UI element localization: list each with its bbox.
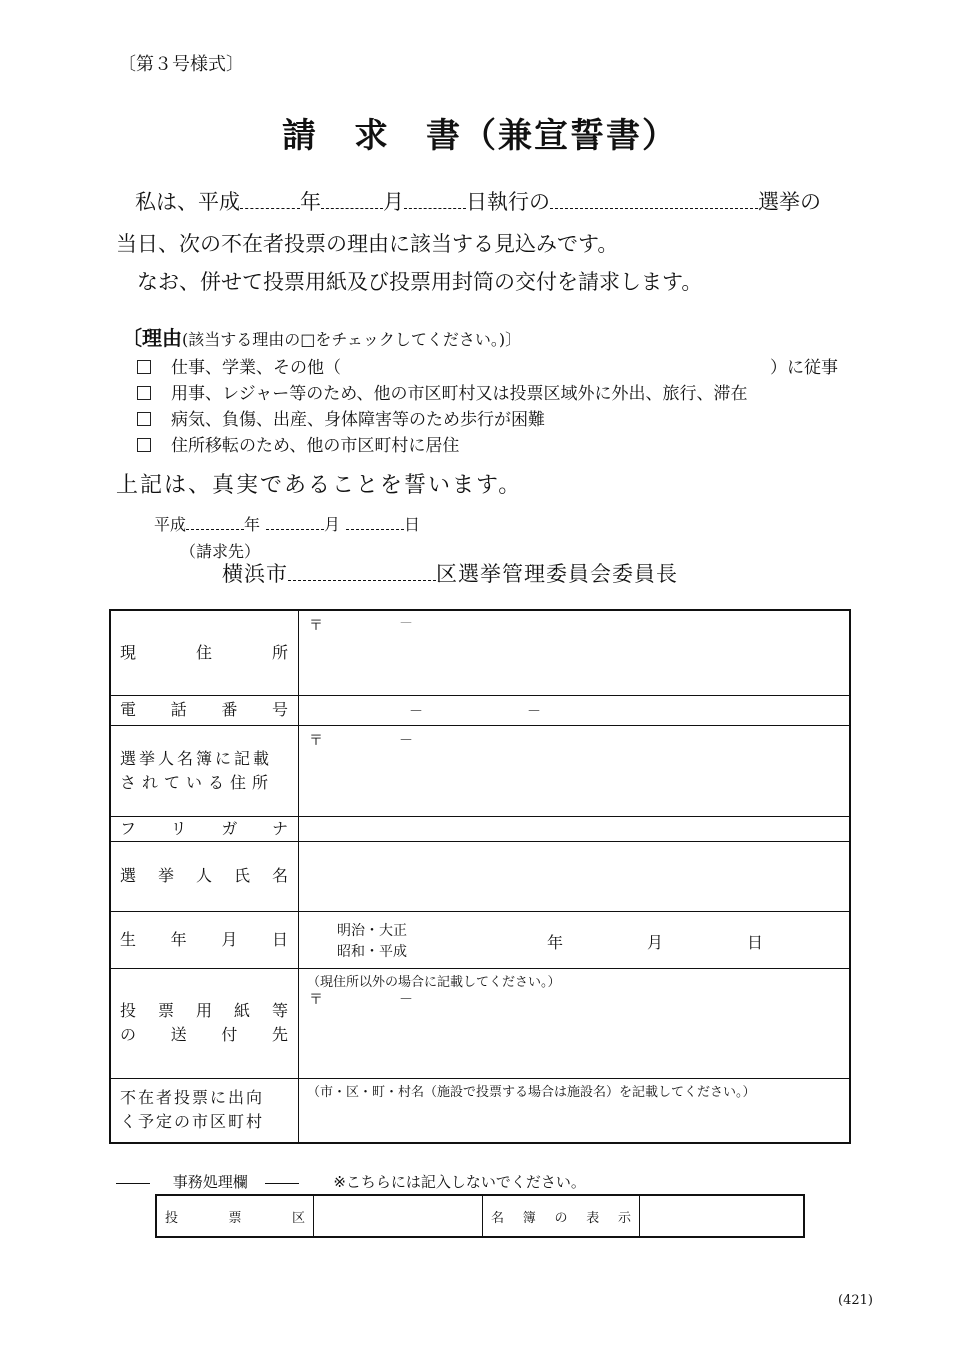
label-char: 生 — [120, 929, 137, 949]
intro-line-3: なお、併せて投票用紙及び投票用封筒の交付を請求します。 — [137, 270, 703, 294]
label-char: ガ — [221, 818, 238, 838]
label-char: 区 — [291, 1210, 305, 1226]
registry-address-field[interactable] — [299, 725, 851, 816]
birth-year: 年 — [547, 932, 564, 952]
row-address — [110, 610, 850, 695]
reason-label: 用事、レジャー等のため、他の市区町村又は投票区域外に外出、旅行、滞在 — [171, 384, 748, 404]
label-char: フ — [120, 818, 137, 838]
page-title: 請 求 書（兼宣誓書） — [282, 116, 678, 156]
reason-item-travel[interactable] — [137, 379, 748, 404]
label-send-to — [110, 968, 299, 1078]
reason-heading-note: (該当する理由の□をチェックしてください。)〕 — [182, 330, 522, 349]
label-char: の — [120, 1025, 137, 1044]
year-blank[interactable] — [240, 188, 300, 209]
reason-item-work-suffix: ）に従事 — [770, 358, 838, 378]
label-char: 送 — [170, 1025, 187, 1044]
label-line-2: く予定の市区町村 — [120, 1112, 265, 1132]
row-phone — [110, 695, 850, 725]
intro-text-day: 日執行の — [466, 190, 550, 214]
label-char: 先 — [271, 1025, 288, 1044]
label-char: 票 — [157, 1001, 174, 1020]
spread-label — [120, 641, 298, 665]
sign-year-blank[interactable] — [186, 515, 244, 530]
sign-day-blank[interactable] — [346, 515, 404, 530]
birthdate-field[interactable] — [299, 911, 851, 968]
row-furigana — [110, 816, 850, 841]
office-title: 事務処理欄 — [172, 1173, 248, 1191]
spread-label — [120, 928, 298, 952]
spread-label — [120, 864, 298, 888]
page-number: (421) — [838, 1293, 873, 1308]
postal-mark: 〒 — [309, 618, 323, 634]
intro-text-heisei: 私は、平成 — [135, 190, 240, 214]
label-char: 等 — [271, 1001, 288, 1020]
label-char: の — [554, 1210, 568, 1226]
committee-name: 区選挙管理委員会委員長 — [436, 562, 678, 586]
office-registry-field — [640, 1195, 805, 1237]
address-field[interactable] — [299, 610, 851, 695]
intro-line-1 — [135, 186, 821, 216]
label-char: 選 — [120, 866, 137, 885]
oath-statement: 上記は、真実であることを誓います。 — [116, 473, 523, 498]
label-char: 氏 — [233, 866, 250, 885]
phone-field[interactable] — [299, 695, 851, 725]
reason-heading — [122, 322, 521, 351]
spread-label — [491, 1207, 631, 1226]
row-send-to — [110, 968, 850, 1078]
applicant-table — [109, 609, 851, 1144]
label-registry-address — [110, 725, 299, 816]
signature-date — [154, 512, 420, 535]
reason-heading-bold: 〔理由 — [122, 326, 182, 350]
checkbox[interactable] — [137, 438, 151, 452]
reason-label: 住所移転のため、他の市区町村に居住 — [171, 436, 460, 456]
label-char: 日 — [271, 929, 288, 949]
label-char: 所 — [271, 642, 288, 662]
label-line-1: 不在者投票に出向 — [120, 1088, 265, 1108]
row-birthdate — [110, 911, 850, 968]
office-table — [155, 1194, 805, 1238]
name-field[interactable] — [299, 841, 851, 911]
date-day: 日 — [404, 515, 421, 534]
office-label-registry — [483, 1195, 640, 1237]
label-char: 現 — [120, 642, 137, 662]
row-name — [110, 841, 850, 911]
voting-place-field[interactable] — [299, 1078, 851, 1143]
phone-dash-2: － — [527, 703, 541, 720]
send-to-field[interactable] — [299, 968, 851, 1078]
postal-dash: － — [399, 616, 413, 632]
divider — [116, 1183, 150, 1184]
spread-label — [120, 817, 298, 841]
intro-text-election: 選挙の — [758, 190, 821, 214]
intro-line-2: 当日、次の不在者投票の理由に該当する見込みです。 — [116, 232, 619, 256]
spread-label — [120, 999, 298, 1023]
voting-place-note: （市・区・町・村名（施設で投票する場合は施設名）を記載してください。） — [307, 1084, 756, 1100]
label-line-2: されている住所 — [120, 772, 275, 792]
reason-item-relocation[interactable] — [137, 431, 459, 456]
spread-label — [120, 1023, 298, 1047]
form-number: 〔第３号様式〕 — [118, 54, 244, 75]
postal-mark: 〒 — [309, 991, 323, 1008]
furigana-field[interactable] — [299, 816, 851, 841]
reason-item-illness[interactable] — [137, 405, 545, 430]
label-char: 人 — [195, 866, 212, 885]
spread-label — [165, 1207, 305, 1226]
request-to-label: （請求先） — [180, 542, 261, 561]
ward-blank[interactable] — [288, 562, 436, 581]
city-name: 横浜市 — [222, 562, 288, 586]
checkbox[interactable] — [137, 412, 151, 426]
reason-item-work[interactable] — [137, 353, 341, 378]
label-char: 名 — [271, 866, 288, 885]
reason-label: 病気、負傷、出産、身体障害等のため歩行が困難 — [171, 410, 545, 430]
request-to-name — [222, 558, 678, 588]
label-char: 紙 — [233, 1001, 250, 1020]
day-blank[interactable] — [404, 188, 466, 209]
label-furigana — [110, 816, 299, 841]
label-char: 付 — [221, 1025, 238, 1044]
date-era: 平成 — [154, 515, 187, 534]
spread-label — [120, 698, 298, 722]
label-char: 名 — [491, 1210, 505, 1226]
postal-mark: 〒 — [309, 732, 323, 749]
office-row — [156, 1195, 804, 1237]
office-note: ※こちらには記入しないでください。 — [333, 1173, 586, 1191]
label-char: 住 — [195, 642, 212, 662]
month-blank[interactable] — [321, 188, 383, 209]
checkbox[interactable] — [137, 386, 151, 400]
label-name — [110, 841, 299, 911]
label-char: 挙 — [157, 866, 174, 885]
label-char: リ — [170, 818, 187, 838]
label-char: 番 — [221, 700, 238, 719]
label-char: 表 — [586, 1210, 600, 1226]
phone-dash-1: － — [409, 703, 423, 720]
label-char: 年 — [170, 929, 187, 949]
label-char: ナ — [271, 818, 288, 838]
office-precinct-field — [314, 1195, 483, 1237]
label-address — [110, 610, 299, 695]
label-char: 票 — [228, 1210, 242, 1226]
birth-day: 日 — [747, 932, 764, 952]
label-char: 投 — [165, 1210, 179, 1226]
label-phone — [110, 695, 299, 725]
label-char: 投 — [120, 1001, 137, 1020]
office-label-precinct — [156, 1195, 314, 1237]
date-month: 月 — [324, 515, 341, 534]
postal-dash: － — [399, 732, 413, 749]
intro-text-year: 年 — [300, 190, 321, 214]
office-header — [116, 1171, 586, 1192]
era-options-2: 昭和・平成 — [337, 943, 407, 960]
checkbox[interactable] — [137, 360, 151, 374]
reason-label: 仕事、学業、その他（ — [171, 358, 341, 378]
row-voting-place — [110, 1078, 850, 1143]
sign-month-blank[interactable] — [266, 515, 324, 530]
election-blank[interactable] — [550, 188, 758, 209]
era-options-1: 明治・大正 — [337, 922, 407, 939]
label-char: 月 — [221, 929, 238, 949]
label-char: 用 — [195, 1001, 212, 1020]
label-char: 号 — [271, 700, 288, 719]
label-voting-place — [110, 1078, 299, 1143]
label-char: 電 — [120, 700, 137, 719]
date-year: 年 — [244, 515, 261, 534]
label-char: 示 — [617, 1210, 631, 1226]
birth-month: 月 — [647, 932, 664, 952]
divider — [265, 1183, 299, 1184]
label-char: 簿 — [522, 1210, 536, 1226]
label-line-1: 選挙人名簿に記載 — [120, 748, 273, 768]
label-birthdate — [110, 911, 299, 968]
row-registry-address — [110, 725, 850, 816]
postal-dash: － — [399, 991, 413, 1008]
send-to-note: （現住所以外の場合に記載してください。） — [307, 974, 561, 990]
label-char: 話 — [170, 700, 187, 719]
intro-text-month: 月 — [383, 190, 404, 214]
